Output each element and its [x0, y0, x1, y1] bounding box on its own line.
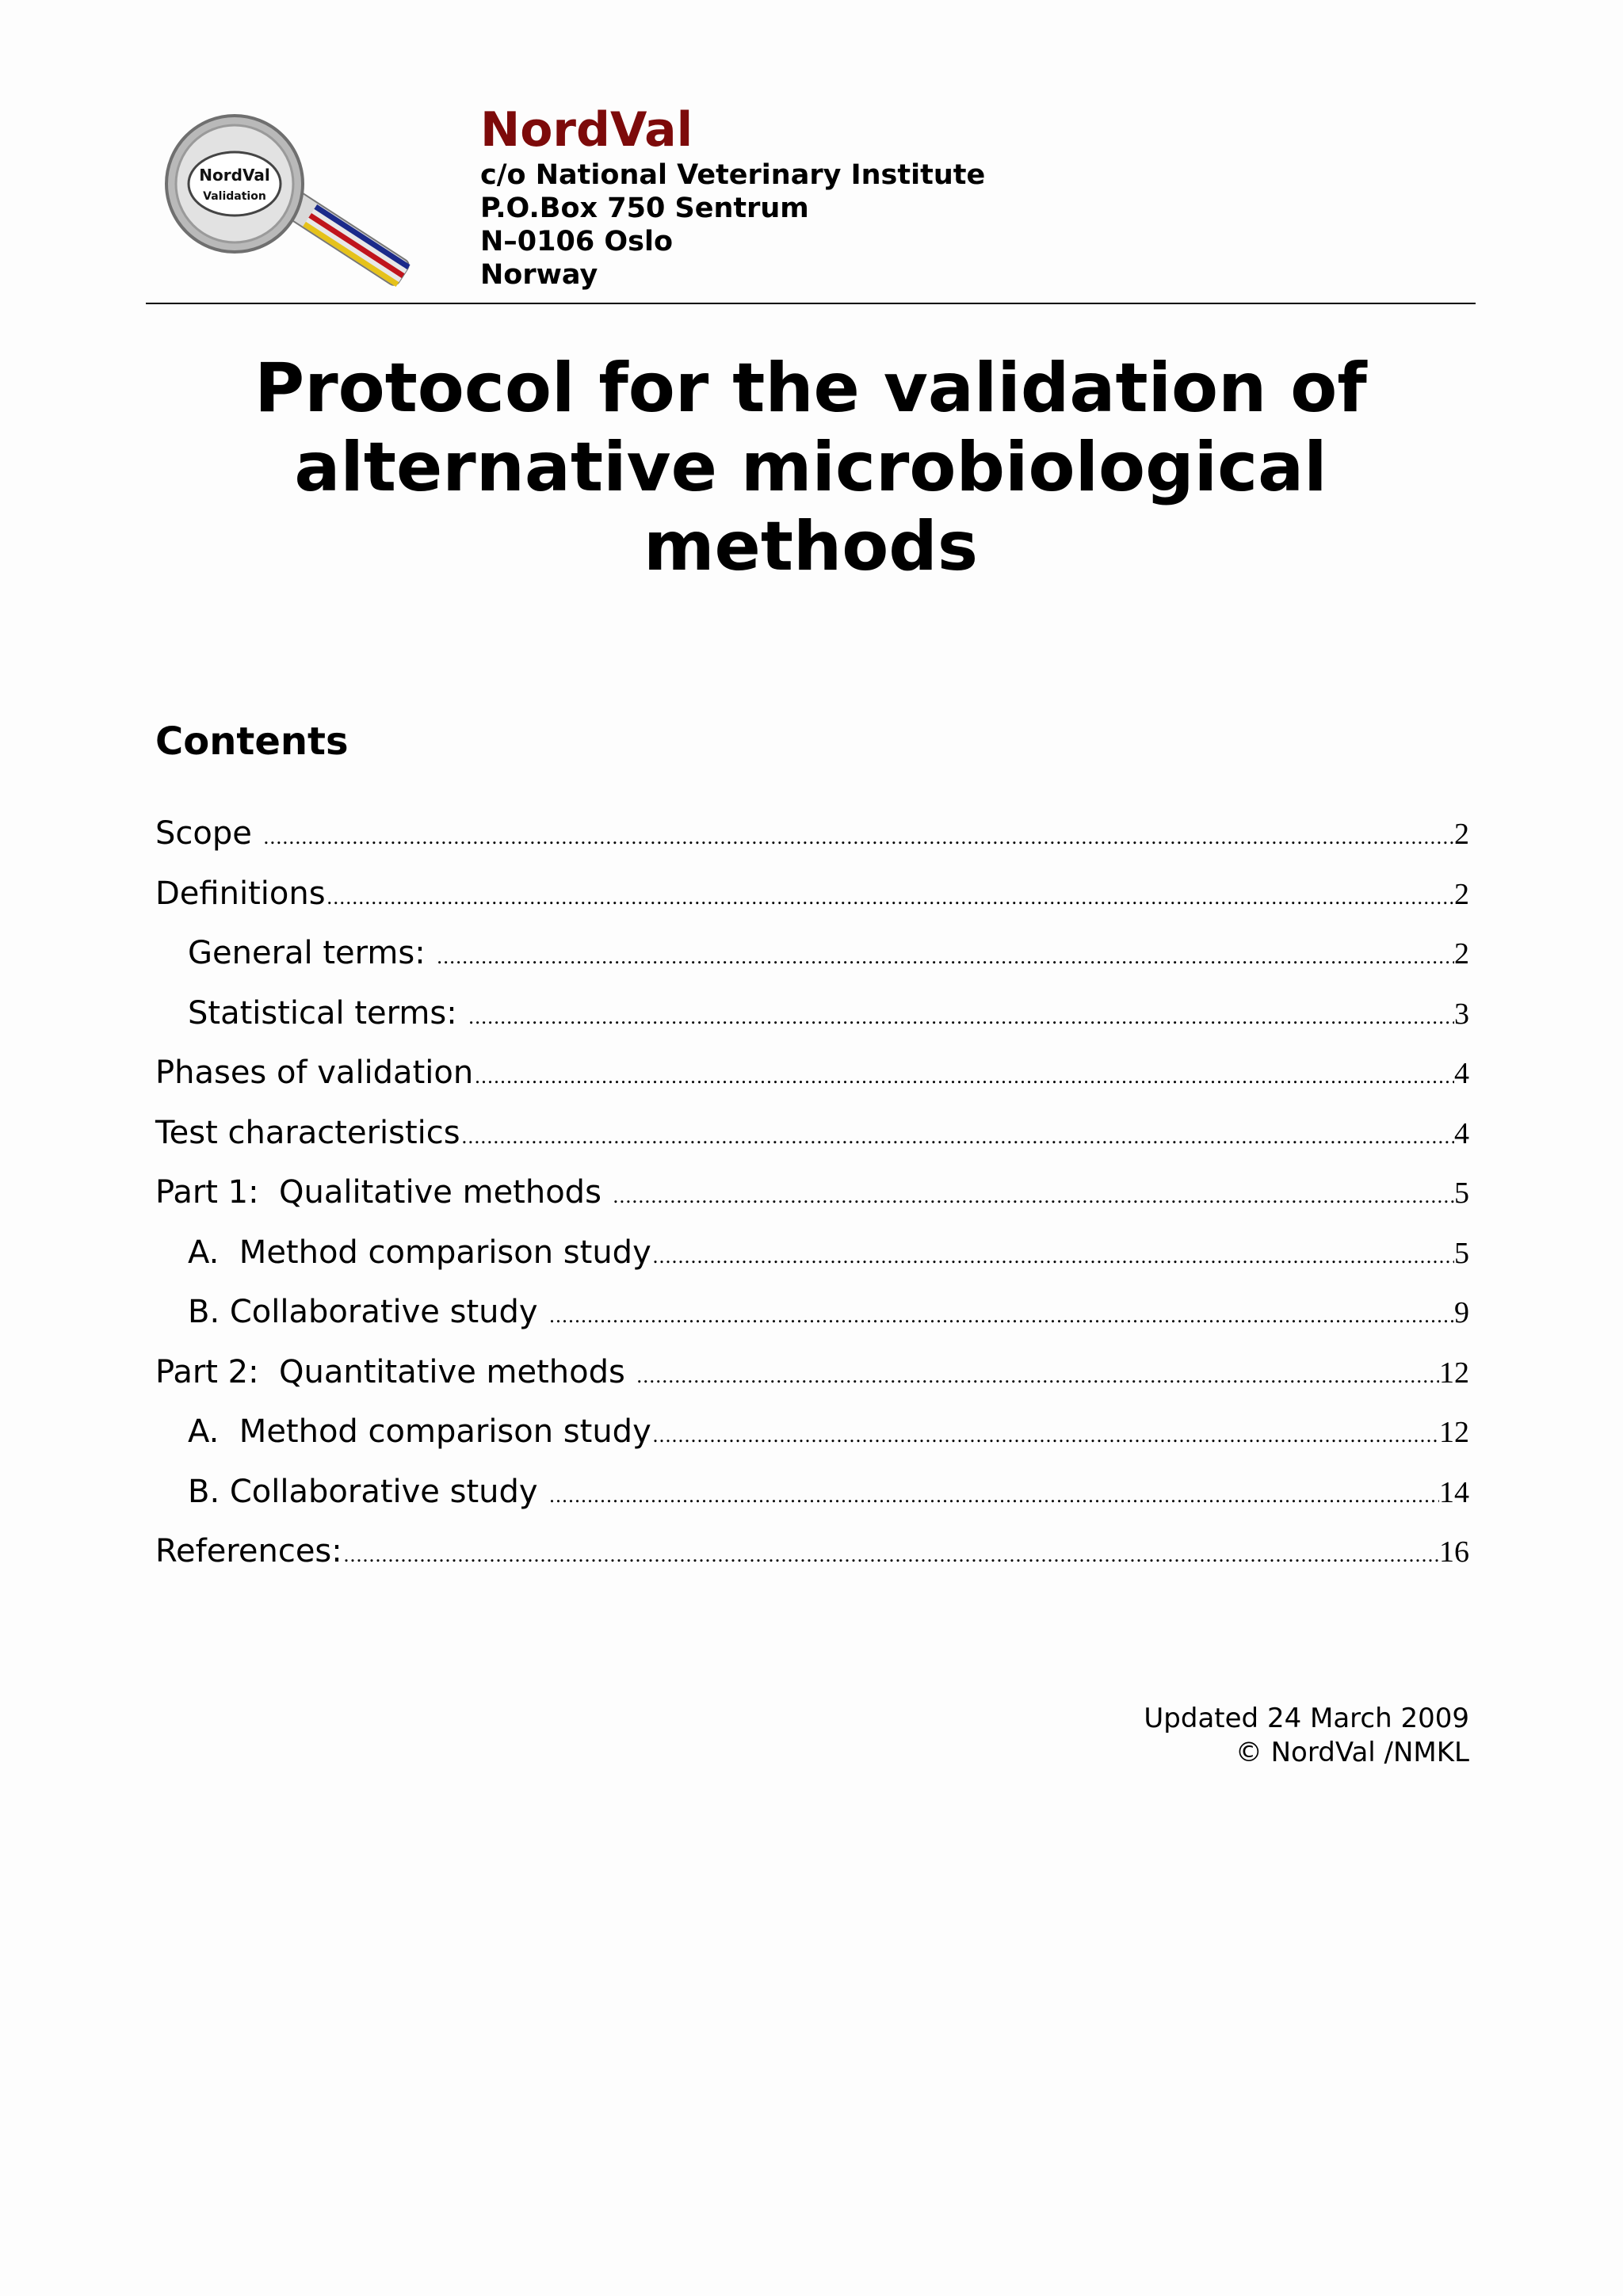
toc-page-number: 4 [1454, 1116, 1469, 1150]
toc-entry-general-terms[interactable] [155, 929, 1469, 990]
toc-page-number: 2 [1454, 818, 1469, 851]
toc-page-number: 4 [1454, 1057, 1469, 1090]
nordval-logo [155, 113, 433, 295]
toc-dot-leader [467, 994, 1454, 1041]
organization-name: NordVal [480, 102, 693, 158]
footer-note [1144, 1702, 1469, 1770]
title-line: alternative microbiological [294, 428, 1327, 507]
toc-page-number: 2 [1454, 937, 1469, 971]
toc-entry-part1-method-comparison[interactable] [155, 1229, 1469, 1289]
toc-dot-leader [435, 933, 1454, 981]
logo-text-bottom: Validation [203, 190, 266, 203]
toc-entry-part2-quantitative[interactable] [155, 1348, 1469, 1409]
toc-page-number: 16 [1439, 1535, 1469, 1569]
toc-dot-leader [460, 1113, 1454, 1161]
toc-dot-leader [548, 1472, 1439, 1520]
address-line: N–0106 Oslo [480, 226, 674, 257]
toc-entry-label: Definitions [155, 875, 326, 912]
toc-entry-label: A. Method comparison study [188, 1413, 651, 1450]
toc-dot-leader [342, 1531, 1439, 1579]
toc-entry-part2-collaborative[interactable] [155, 1468, 1469, 1528]
updated-date: Updated 24 March 2009 [1144, 1703, 1469, 1734]
toc-page-number: 12 [1439, 1356, 1469, 1390]
title-line: Protocol for the validation of [254, 349, 1367, 428]
toc-page-number: 5 [1454, 1177, 1469, 1210]
copyright-notice: © NordVal /NMKL [1235, 1737, 1469, 1768]
toc-entry-scope[interactable] [155, 810, 1469, 870]
header-divider [146, 303, 1476, 304]
toc-entry-statistical-terms[interactable] [155, 990, 1469, 1050]
organization-block [480, 101, 985, 292]
toc-dot-leader [612, 1173, 1454, 1220]
toc-entry-label: B. Collaborative study [188, 1473, 548, 1510]
toc-entry-label: Part 2: Quantitative methods [155, 1353, 636, 1390]
toc-entry-test-characteristics[interactable] [155, 1109, 1469, 1169]
toc-page-number: 2 [1454, 877, 1469, 911]
logo-text-top: NordVal [199, 166, 270, 185]
toc-entry-label: A. Method comparison study [188, 1234, 651, 1271]
toc-entry-label: References: [155, 1533, 342, 1569]
toc-page-number: 5 [1454, 1236, 1469, 1270]
toc-entry-label: General terms: [188, 935, 436, 971]
document-title [146, 349, 1476, 586]
toc-page-number: 12 [1439, 1416, 1469, 1449]
toc-entry-label: Statistical terms: [188, 994, 468, 1032]
toc-dot-leader [326, 874, 1454, 921]
address-line: c/o National Veterinary Institute [480, 159, 986, 191]
toc-entry-part1-qualitative[interactable] [155, 1169, 1469, 1229]
table-of-contents [155, 810, 1469, 1588]
toc-entry-phases-of-validation[interactable] [155, 1049, 1469, 1109]
toc-page-number: 3 [1454, 997, 1469, 1031]
toc-dot-leader [651, 1233, 1454, 1280]
toc-dot-leader [548, 1292, 1454, 1340]
toc-entry-references[interactable] [155, 1527, 1469, 1588]
toc-entry-part1-collaborative[interactable] [155, 1288, 1469, 1348]
toc-dot-leader [473, 1053, 1454, 1100]
toc-entry-label: B. Collaborative study [188, 1294, 548, 1330]
toc-entry-definitions[interactable] [155, 870, 1469, 930]
toc-entry-label: Part 1: Qualitative methods [155, 1174, 612, 1211]
toc-entry-label: Scope [155, 815, 262, 852]
toc-dot-leader [651, 1412, 1439, 1459]
address-line: P.O.Box 750 Sentrum [480, 193, 809, 224]
contents-heading: Contents [155, 719, 349, 764]
toc-page-number: 9 [1454, 1296, 1469, 1329]
toc-entry-label: Test characteristics [155, 1114, 460, 1151]
toc-dot-leader [636, 1352, 1439, 1400]
toc-page-number: 14 [1439, 1475, 1469, 1509]
toc-dot-leader [262, 814, 1454, 861]
title-line: methods [643, 507, 979, 586]
address-line: Norway [480, 259, 598, 291]
toc-entry-label: Phases of validation [155, 1055, 474, 1091]
toc-entry-part2-method-comparison[interactable] [155, 1408, 1469, 1468]
